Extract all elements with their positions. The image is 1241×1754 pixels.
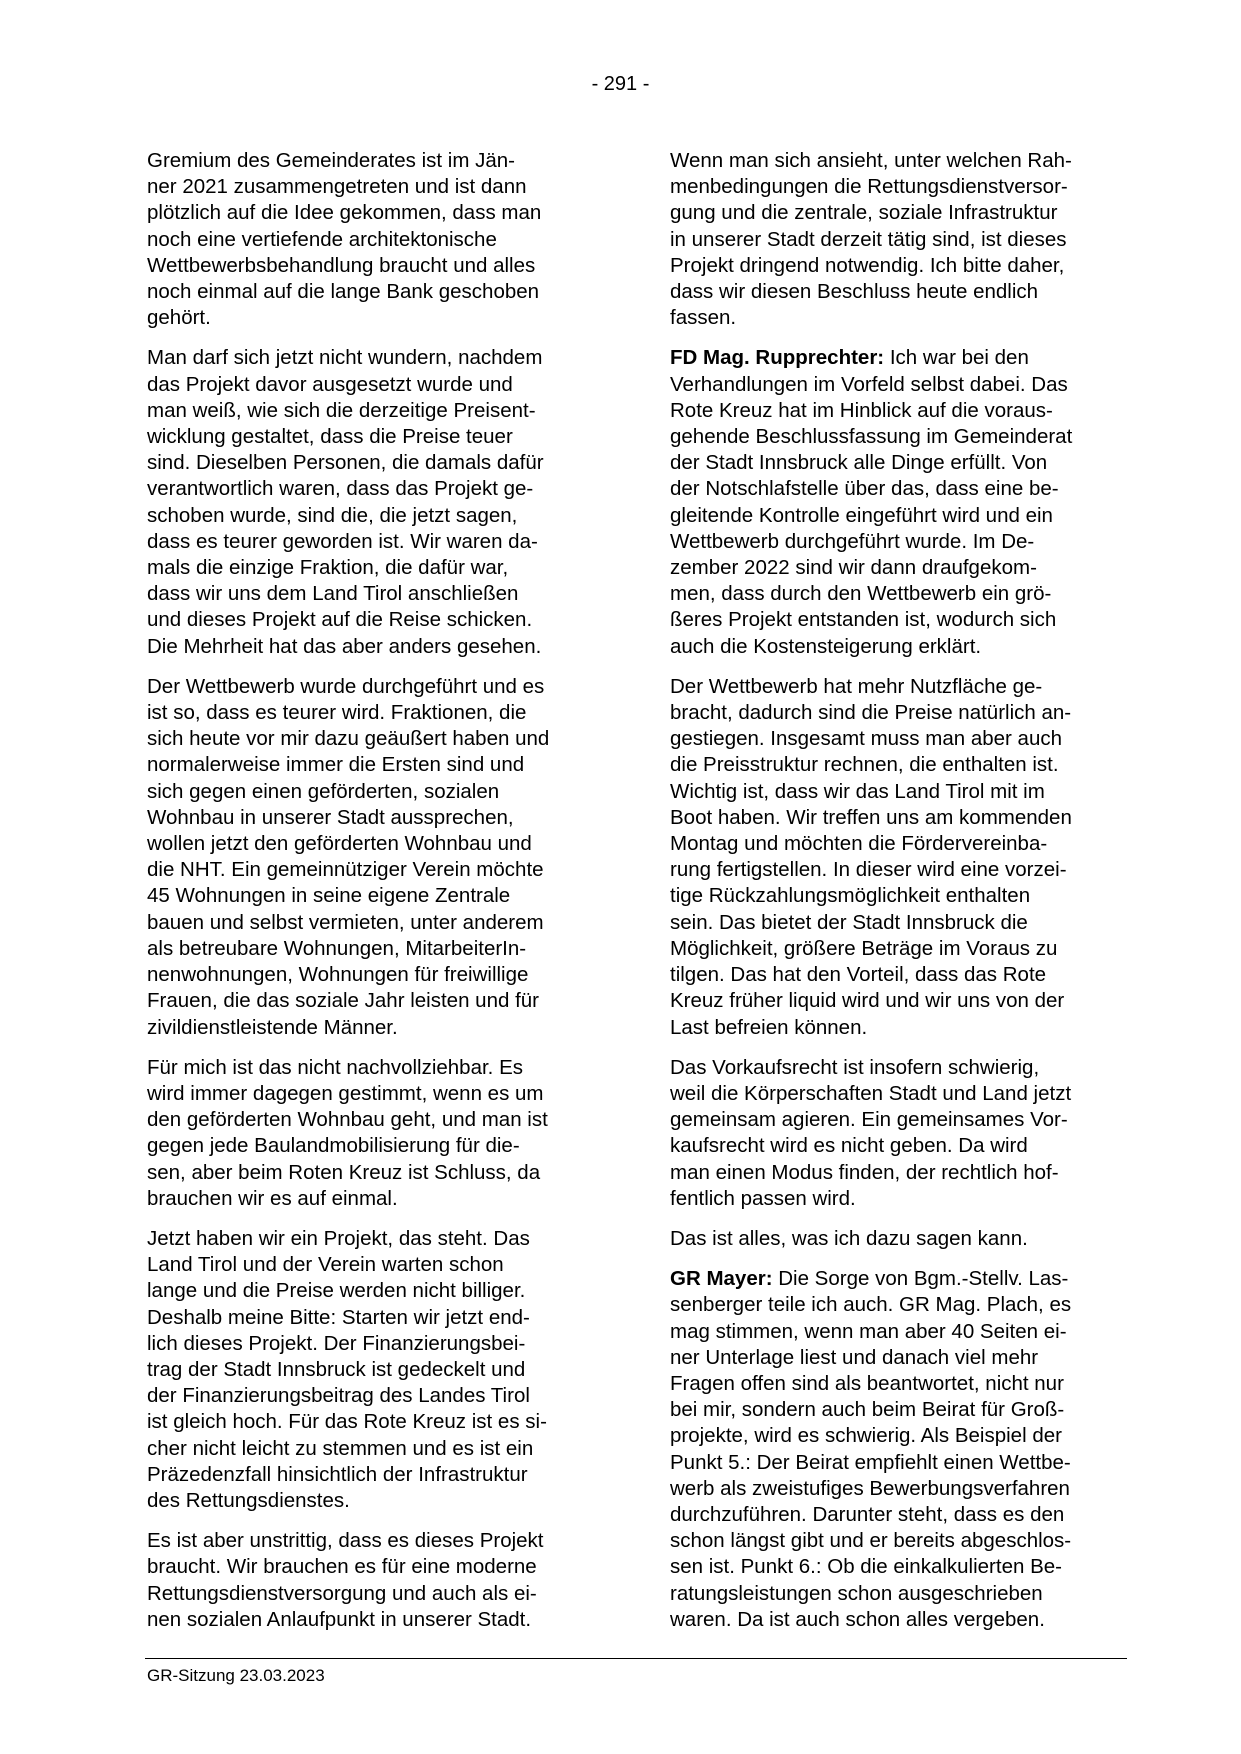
paragraph-text: Ich war bei den Verhandlungen im Vorfeld selbst dabei. Das Rote Kreuz hat im Hinblick auf die voraus- gehende Beschlussfassung im Gemeinderat der Stadt Innsbruck alle Dinge erfüllt. Von der Notschlafstelle über das, dass eine be- gleitende Kontrolle eingeführt wird und ein Wettbewerb durchgeführt wurde. Im De- zember 2022 sind wir dann draufgekom- men, dass durch den Wettbewerb ein grö- ßeres Projekt entstanden ist, wodurch sich auch die Kostensteigerung erklärt.: [670, 346, 1073, 658]
paragraph: [670, 674, 1130, 1041]
paragraph: [147, 674, 617, 1041]
speaker-paragraph: [670, 345, 1130, 659]
paragraph: [147, 1055, 617, 1212]
paragraph: [670, 1226, 1130, 1252]
footer-divider: [145, 1658, 1127, 1659]
paragraph-text: Es ist aber unstrittig, dass es dieses Projekt braucht. Wir brauchen es für eine moderne Rettungsdienstversorgung und auch als ei- nen sozialen Anlaufpunkt in unserer Stadt.: [147, 1529, 544, 1631]
paragraph-text: Das Vorkaufsrecht ist insofern schwierig, weil die Körperschaften Stadt und Land jetzt gemeinsam agieren. Ein gemeinsames Vor- kaufsrecht wird es nicht geben. Da wird man einen Modus finden, der rechtlich hof- fentlich passen wird.: [670, 1055, 1072, 1210]
paragraph: [147, 345, 617, 659]
speaker-paragraph: [670, 1266, 1130, 1633]
paragraph: [670, 148, 1130, 331]
page-number: - 291 -: [591, 73, 650, 95]
speaker-name: FD Mag. Rupprechter:: [670, 346, 885, 370]
left-column: [147, 148, 617, 1647]
paragraph-text: Der Wettbewerb wurde durchgeführt und es ist so, dass es teurer wird. Fraktionen, die sich heute vor mir dazu geäußert haben und normalerweise immer die Ersten sind und sich gegen einen geförderten, sozialen Wohnbau in unserer Stadt aussprechen, wollen jetzt den geförderten Wohnbau und die NHT. Ein gemeinnütziger Verein möchte 45 Wohnungen in seine eigene Zentrale bauen und selbst vermieten, unter anderem als betreubare Wohnungen, MitarbeiterIn- nenwohnungen, Wohnungen für freiwillige Frauen, die das soziale Jahr leisten und für zivildienstleistende Männer.: [147, 674, 550, 1039]
paragraph: [147, 1528, 617, 1633]
paragraph-text: Wenn man sich ansieht, unter welchen Rah- menbedingungen die Rettungsdienstversor- gung und die zentrale, soziale Infrastruktur in unserer Stadt derzeit tätig sind, ist dieses Projekt dringend notwendig. Ich bitte daher, dass wir diesen Beschluss heute endlich fassen.: [670, 149, 1072, 330]
paragraph-text: Der Wettbewerb hat mehr Nutzfläche ge- bracht, dadurch sind die Preise natürlich an- gestiegen. Insgesamt muss man aber auch die Preisstruktur rechnen, die enthalten ist. Wichtig ist, dass wir das Land Tirol mit im Boot haben. Wir treffen uns am kommenden Montag und möchten die Fördervereinba- rung fertigstellen. In dieser wird eine vorzei- tige Rückzahlungsmöglichkeit enthalten sein. Das bietet der Stadt Innsbruck die Möglichkeit, größere Beträge im Voraus zu tilgen. Das hat den Vorteil, dass das Rote Kreuz früher liquid wird und wir uns von der Last befreien können.: [670, 674, 1072, 1039]
paragraph: [147, 148, 617, 331]
paragraph-text: Jetzt haben wir ein Projekt, das steht. Das Land Tirol und der Verein warten schon lange und die Preise werden nicht billiger. Deshalb meine Bitte: Starten wir jetzt end- lich dieses Projekt. Der Finanzierungsbei- trag der Stadt Innsbruck ist gedeckelt und der Finanzierungsbeitrag des Landes Tirol ist gleich hoch. Für das Rote Kreuz ist es si- cher nicht leicht zu stemmen und es ist ein Präzedenzfall hinsichtlich der Infrastruktur des Rettungsdienstes.: [147, 1226, 547, 1512]
paragraph-text: Das ist alles, was ich dazu sagen kann.: [670, 1226, 1028, 1250]
footer-session-date: GR-Sitzung 23.03.2023: [147, 1666, 325, 1685]
paragraph-text: Gremium des Gemeinderates ist im Jän- ner 2021 zusammengetreten und ist dann plötzlich auf die Idee gekommen, dass man noch eine vertiefende architektonische Wettbewerbsbehandlung braucht und alles noch einmal auf die lange Bank geschoben gehört.: [147, 149, 542, 330]
paragraph-text: Für mich ist das nicht nachvollziehbar. Es wird immer dagegen gestimmt, wenn es um den geförderten Wohnbau geht, und man ist gegen jede Baulandmobilisierung für die- sen, aber beim Roten Kreuz ist Schluss, da brauchen wir es auf einmal.: [147, 1055, 548, 1210]
paragraph-text: Man darf sich jetzt nicht wundern, nachdem das Projekt davor ausgesetzt wurde und man weiß, wie sich die derzeitige Preisent- wicklung gestaltet, dass die Preise teuer sind. Dieselben Personen, die damals dafür verantwortlich waren, dass das Projekt ge- schoben wurde, sind die, die jetzt sagen, dass es teurer geworden ist. Wir waren da- mals die einzige Fraktion, die dafür war, dass wir uns dem Land Tirol anschließen und dieses Projekt auf die Reise schicken. Die Mehrheit hat das aber anders gesehen.: [147, 346, 544, 658]
paragraph-text: Die Sorge von Bgm.-Stellv. Las- senberger teile ich auch. GR Mag. Plach, es mag stimmen, wenn man aber 40 Seiten ei- ner Unterlage liest und danach viel mehr Fragen offen sind als beantwortet, nicht nur bei mir, sondern auch beim Beirat für Groß- projekte, wird es schwierig. Als Beispiel der Punkt 5.: Der Beirat empfiehlt einen Wettbe- werb als zweistufiges Bewerbungsverfahren durchzuführen. Darunter steht, dass es den schon längst gibt und er bereits abgeschlos- sen ist. Punkt 6.: Ob die einkalkulierten Be- ratungsleistungen schon ausgeschrieben waren. Da ist auch schon alles vergeben.: [670, 1267, 1072, 1631]
right-column: [670, 148, 1130, 1647]
speaker-name: GR Mayer:: [670, 1267, 773, 1291]
paragraph: [147, 1226, 617, 1514]
paragraph: [670, 1055, 1130, 1212]
